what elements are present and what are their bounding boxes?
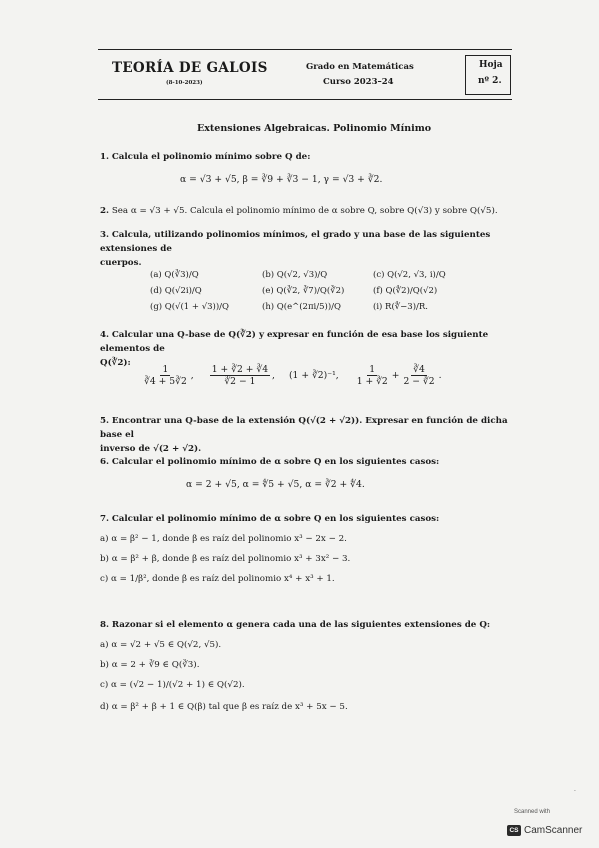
inverse-expression: (1 + ∛2)⁻¹, (288, 370, 339, 381)
camscanner-logo-icon: CS (507, 825, 521, 836)
question-text: Calcular el polinomio mínimo de α sobre Q en los siguientes casos: (111, 514, 440, 524)
question-3-item-a: (a) Q(∛3)/Q (150, 270, 199, 280)
header-bottom-rule (98, 99, 512, 100)
question-text: Razonar si el elemento α genera cada una de las siguientes extensiones de Q: (111, 620, 491, 630)
section-title: Extensiones Algebraicas. Polinomio Mínimo (197, 123, 432, 134)
question-3 (100, 228, 520, 270)
fraction-numerator: 1 (369, 364, 376, 375)
question-3-item-h: (h) Q(e^(2πi/5))/Q (262, 302, 342, 312)
question-4-expressions: $\frac{1}{∛4 + 5∛2}$ , $\frac{1 + ∛2 + ∛4}{∛2 - 1}$ , (1 + ∛2)⁻¹, $\frac{1}{1 + ∛2}$ + $\frac{∛4}{2 - ∛2}$ . (144, 364, 442, 387)
fraction-denominator: ∛2 − 1 (224, 376, 256, 387)
question-6-equation: α = 2 + √5, α = ∜5 + √5, α = ∛2 + ∜4. (186, 479, 365, 490)
question-8-part-d: d) α = β² + β + 1 ∈ Q(β) tal que β es raíz de x³ + 5x − 5. (100, 702, 348, 712)
camscanner-brand: CamScanner (524, 824, 583, 836)
question-1 (100, 150, 310, 164)
question-7 (100, 512, 439, 526)
sheet-label: Hoja (479, 60, 503, 70)
question-text: Encontrar una Q-base de la extensión Q(√(2 + √2)). Expresar en función de dicha base el (100, 416, 508, 440)
camscanner-watermark (507, 822, 589, 838)
question-text: Calcula el polinomio mínimo sobre Q de: (111, 152, 311, 162)
question-text: Calcular el polinomio mínimo de α sobre Q en los siguientes casos: (111, 457, 440, 467)
course-date: (8-10-2023) (166, 80, 203, 86)
fraction-numerator: ∛4 (413, 364, 425, 375)
question-number: 7. (100, 514, 110, 524)
question-3-item-i: (i) R(∜−3)/R. (373, 302, 428, 312)
fraction-3 (355, 364, 390, 387)
question-2 (100, 204, 498, 218)
fraction-numerator: 1 + ∛2 + ∛4 (211, 364, 269, 375)
question-7-part-b: b) α = β² + β, donde β es raíz del polinomio x³ + 3x² − 3. (100, 554, 351, 564)
fraction-1 (142, 364, 189, 387)
question-3-item-f: (f) Q(∜2)/Q(√2) (373, 286, 438, 296)
question-8-part-c: c) α = (√2 − 1)/(√2 + 1) ∈ Q(√2). (100, 680, 245, 690)
question-number: 4. (100, 330, 110, 340)
question-5 (100, 414, 520, 456)
question-text: Calcular una Q-base de Q(∛2) y expresar en función de esa base los siguiente elementos de (100, 330, 489, 354)
sheet-number: nº 2. (478, 76, 502, 86)
academic-year: Curso 2023–24 (323, 77, 394, 87)
question-number: 1. (100, 152, 110, 162)
question-text-continued: cuerpos. (100, 258, 142, 268)
fraction-denominator: 1 + ∛2 (356, 376, 388, 387)
question-7-part-c: c) α = 1/β², donde β es raíz del polinomio x⁴ + x³ + 1. (100, 574, 335, 584)
scan-speck: · (574, 788, 576, 795)
question-number: 2. (100, 206, 110, 216)
fraction-2 (210, 364, 270, 387)
fraction-numerator: 1 (162, 364, 169, 375)
question-number: 6. (100, 457, 110, 467)
question-3-item-e: (e) Q(∛2, ∛7)/Q(∛2) (262, 286, 345, 296)
question-8-part-a: a) α = √2 + √5 ∈ Q(√2, √5). (100, 640, 222, 650)
question-text: Sea α = √3 + √5. Calcula el polinomio mínimo de α sobre Q, sobre Q(√3) y sobre Q(√5). (111, 206, 498, 216)
fraction-4 (401, 364, 436, 387)
question-number: 8. (100, 620, 110, 630)
question-8-part-b: b) α = 2 + ∛9 ∈ Q(∛3). (100, 660, 200, 670)
scanned-with-label: Scanned with (514, 809, 551, 815)
degree-name: Grado en Matemáticas (306, 62, 414, 72)
question-6 (100, 455, 439, 469)
question-number: 5. (100, 416, 110, 426)
question-3-item-d: (d) Q(√2i)/Q (150, 286, 202, 296)
question-text-continued: Q(∛2): (100, 358, 131, 368)
question-1-equation: α = √3 + √5, β = ∛9 + ∛3 − 1, γ = √3 + ∛2. (180, 174, 383, 185)
course-title: TEORÍA DE GALOIS (112, 60, 268, 76)
question-text: Calcula, utilizando polinomios mínimos, el grado y una base de las siguientes extensiones de (100, 230, 491, 254)
question-3-item-c: (c) Q(√2, √3, i)/Q (373, 270, 446, 280)
question-3-item-b: (b) Q(√2, √3)/Q (262, 270, 328, 280)
fraction-denominator: ∛4 + 5∛2 (144, 376, 187, 387)
fraction-denominator: 2 − ∛2 (403, 376, 435, 387)
question-3-item-g: (g) Q(√(1 + √3))/Q (150, 302, 230, 312)
question-text-continued: inverso de √(2 + √2). (100, 444, 202, 454)
question-number: 3. (100, 230, 110, 240)
question-7-part-a: a) α = β² − 1, donde β es raíz del polinomio x³ − 2x − 2. (100, 534, 347, 544)
question-8 (100, 618, 490, 632)
header-top-rule (98, 49, 512, 50)
